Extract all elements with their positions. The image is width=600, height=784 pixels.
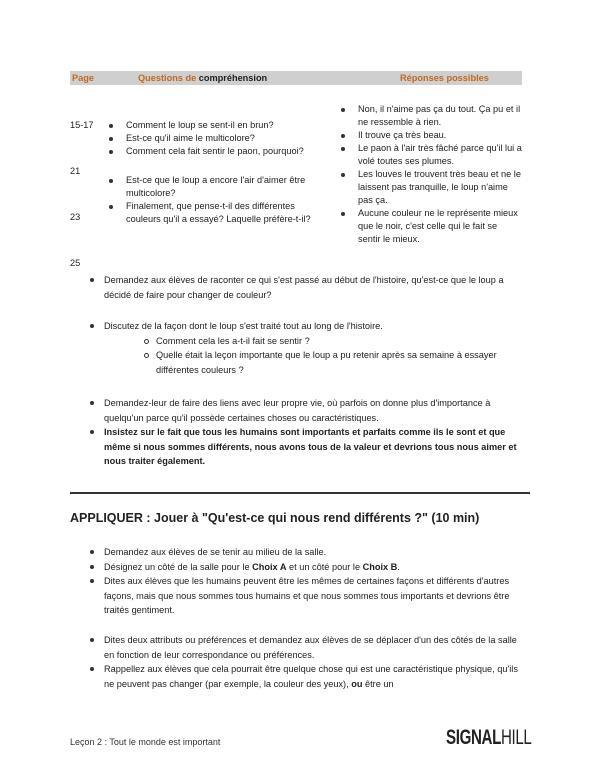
apply-bullet: Rappellez aux élèves que cela pourrait être quelque chose qui est une caractéristique physique, qu'ils ne peuvent pas changer (par exemple, la couleur des yeux), ou être un xyxy=(90,662,522,691)
discussion-bullet: Demandez aux élèves de raconter ce qui s'est passé au début de l'histoire, qu'est-ce que le loup a décidé de faire pour changer de couleur? xyxy=(90,273,522,302)
apply-bullet: Dites deux attributs ou préférences et demandez aux élèves de se déplacer d'un des côtés de la salle en fonction de leur correspondance ou préférences. xyxy=(90,633,522,662)
apply-section-title: APPLIQUER : Jouer à "Qu'est-ce qui nous rend différents ?" (10 min) xyxy=(70,511,480,525)
answer-item: Aucune couleur ne le représente mieux que le noir, c'est celle qui le fait se sentir le mieux. xyxy=(338,207,522,246)
choice-b-label: Choix B xyxy=(362,561,398,572)
discussion-bullet-text: Discutez de la façon dont le loup s'est traité tout au long de l'histoire. xyxy=(104,321,383,331)
key-message-bullet: Insistez sur le fait que tous les humains sont importants et parfaits comme ils le sont et que même si nous sommes différents, nous avons tous de la valeur et devrions tous nous aimer et nous traiter également. xyxy=(90,425,522,469)
apply-bullet: Dites aux élèves que les humains peuvent être les mêmes de certaines façons et différents d'autres façons, mais que nous sommes tous humains et que nous sommes tous importants et devrions être traités gentiment. xyxy=(90,574,522,618)
page-number: 23 xyxy=(70,212,81,222)
apply-list-1 xyxy=(90,545,522,618)
answer-item: Le paon à l'air très fâché parce qu'il lui a volé toutes ses plumes. xyxy=(338,142,522,168)
question-item: Est-ce qu'il aime le multicolore? xyxy=(106,132,326,145)
table-header xyxy=(70,71,522,85)
signalhill-logo: SIGNALHILL xyxy=(446,726,532,749)
question-item: Est-ce que le loup a encore l'air d'aimer être multicolore? xyxy=(106,174,326,200)
apply-list-2 xyxy=(90,633,522,691)
answer-item: Il trouve ça très beau. xyxy=(338,129,522,142)
answer-item: Non, il n'aime pas ça du tout. Ça pu et il ne ressemble à rien. xyxy=(338,103,522,129)
discussion-bullet xyxy=(90,319,522,377)
page-number: 15-17 xyxy=(70,120,94,130)
questions-list xyxy=(106,85,326,226)
sub-bullet: Comment cela les a-t-il fait se sentir ? xyxy=(144,334,522,349)
choice-a-label: Choix A xyxy=(252,561,287,572)
discussion-list-2 xyxy=(90,319,522,377)
footer-lesson-title: Leçon 2 : Tout le monde est important xyxy=(70,737,221,747)
discussion-sublist xyxy=(104,334,522,378)
comprehension-table xyxy=(70,71,522,268)
header-questions: Questions de compréhension xyxy=(138,72,268,83)
page-number: 21 xyxy=(70,166,81,176)
answer-item: Les louves le trouvent très beau et ne le laissent pas tranquille, le loup n'aime pas ça. xyxy=(338,168,522,207)
question-item: Comment le loup se sent-il en brun? xyxy=(106,119,326,132)
discussion-list-3 xyxy=(90,396,522,469)
header-page: Page xyxy=(72,72,94,83)
apply-bullet: Demandez aux élèves de se tenir au milieu de la salle. xyxy=(90,545,522,560)
discussion-bullet: Demandez-leur de faire des liens avec leur propre vie, où parfois on donne plus d'importance à quelqu'un parce qu'il possède certaines choses ou caractéristiques. xyxy=(90,396,522,425)
apply-bullet: Désignez un côté de la salle pour le Choix A et un côté pour le Choix B. xyxy=(90,560,522,575)
table-body xyxy=(70,85,522,268)
header-answers: Réponses possibles xyxy=(400,72,489,83)
question-item: Finalement, que pense-t-il des différentes couleurs qu'il a essayé? Laquelle préfère-t-il? xyxy=(106,200,326,226)
discussion-list-1 xyxy=(90,273,522,302)
section-divider xyxy=(70,492,530,494)
page-number: 25 xyxy=(70,258,81,268)
answers-list xyxy=(338,85,522,246)
sub-bullet: Quelle était la leçon importante que le loup a pu retenir après sa semaine à essayer différentes couleurs ? xyxy=(144,348,522,377)
question-item: Comment cela fait sentir le paon, pourquoi? xyxy=(106,145,326,158)
